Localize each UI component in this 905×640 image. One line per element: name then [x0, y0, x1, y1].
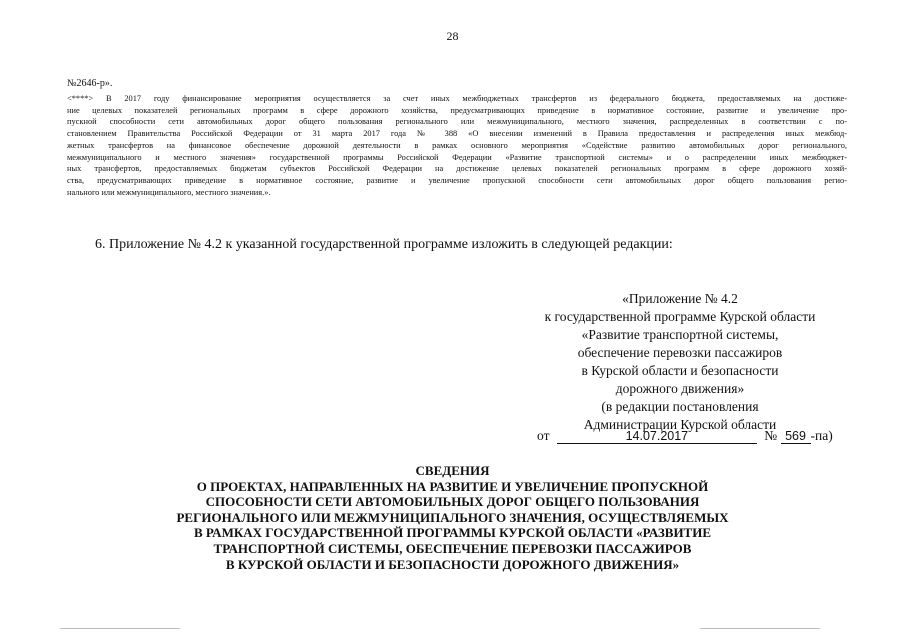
footnote-line: ние целевых показателей региональных программ в сфере дорожного хозяйства, предусматривающих приведение в нормативное состояние, развитие и увеличение про- [67, 105, 847, 115]
scan-artifact [60, 628, 180, 629]
footnote-line: нального или межмуниципального, местного значения.». [67, 187, 271, 197]
footnote-line: ства, предусматривающих приведение в нормативное состояние, развитие и увеличение пропускной способности сети автомобильных дорог общего пользования регио- [67, 175, 847, 185]
appendix-line: в Курской области и безопасности [581, 363, 779, 378]
footnote-line: жетных трансфертов на финансовое обеспечение дорожной деятельности в рамках основного мероприятия «Содействие развитию автомобильных дорог регионального, [67, 140, 847, 150]
footnote-line: пускной способности сети автомобильных дорог общего пользования регионального или межмуниципального, местного значения, распределенных в соответствии с по- [67, 117, 847, 127]
appendix-line: «Приложение № 4.2 [622, 291, 738, 306]
number-label: № [764, 428, 778, 443]
item-6-paragraph: 6. Приложение № 4.2 к указанной государственной программе изложить в следующей редакции: [95, 237, 673, 252]
from-label: от [537, 428, 550, 443]
title-line: ТРАНСПОРТНОЙ СИСТЕМЫ, ОБЕСПЕЧЕНИЕ ПЕРЕВОЗКИ ПАССАЖИРОВ [213, 540, 692, 556]
page-number: 28 [446, 29, 459, 43]
title-line: В РАМКАХ ГОСУДАРСТВЕННОЙ ПРОГРАММЫ КУРСКОЙ ОБЛАСТИ «РАЗВИТИЕ [193, 525, 712, 541]
title-line: РЕГИОНАЛЬНОГО ИЛИ МЕЖМУНИЦИПАЛЬНОГО ЗНАЧЕНИЯ, ОСУЩЕСТВЛЯЕМЫХ [176, 509, 729, 525]
appendix-line: «Развитие транспортной системы, [581, 327, 779, 342]
title-line: СПОСОБНОСТИ СЕТИ АВТОМОБИЛЬНЫХ ДОРОГ ОБЩЕГО ПОЛЬЗОВАНИЯ [205, 494, 700, 510]
appendix-header [520, 290, 840, 434]
resolution-date-number [537, 428, 833, 444]
resolution-date: 14.07.2017 [557, 429, 757, 444]
footnote-line: <****> В 2017 году финансирование мероприятия осуществляется за счет иных межбюджетных трансфертов из федерального бюджета, предоставляемых на достиже- [67, 94, 847, 103]
title-line: СВЕДЕНИЯ [415, 463, 490, 478]
scan-artifact [700, 628, 820, 629]
resolution-number: 569 [781, 429, 811, 444]
title-line: В КУРСКОЙ ОБЛАСТИ И БЕЗОПАСНОСТИ ДОРОЖНОГО ДВИЖЕНИЯ» [225, 556, 680, 572]
title-line: О ПРОЕКТАХ, НАПРАВЛЕННЫХ НА РАЗВИТИЕ И УВЕЛИЧЕНИЕ ПРОПУСКНОЙ [196, 478, 709, 494]
resolution-suffix: -па) [810, 428, 833, 443]
footnote-reference: №2646-р». [67, 78, 113, 89]
document-title [0, 463, 905, 572]
appendix-line: к государственной программе Курской области [544, 309, 816, 324]
appendix-line: дорожного движения» [615, 381, 745, 396]
appendix-line: обеспечение перевозки пассажиров [577, 345, 783, 360]
appendix-line: Администрации Курской области [583, 417, 777, 432]
footnote [67, 93, 847, 198]
appendix-line: (в редакции постановления [601, 399, 759, 414]
footnote-line: ных трансфертов, предоставляемых бюджетам субъектов Российской Федерации на достижение целевых показателей региональных программ в сфере дорожного хозяй- [67, 164, 847, 174]
footnote-line: становлением Правительства Российской Федерации от 31 марта 2017 года № 388 «О внесении изменений в Правила предоставления и распределения иных межбюд- [67, 129, 847, 139]
footnote-line: межмуниципального и местного значения» государственной программы Российской Федерации «Развитие транспортной системы» и о распределении иных межбюджет- [67, 152, 847, 162]
